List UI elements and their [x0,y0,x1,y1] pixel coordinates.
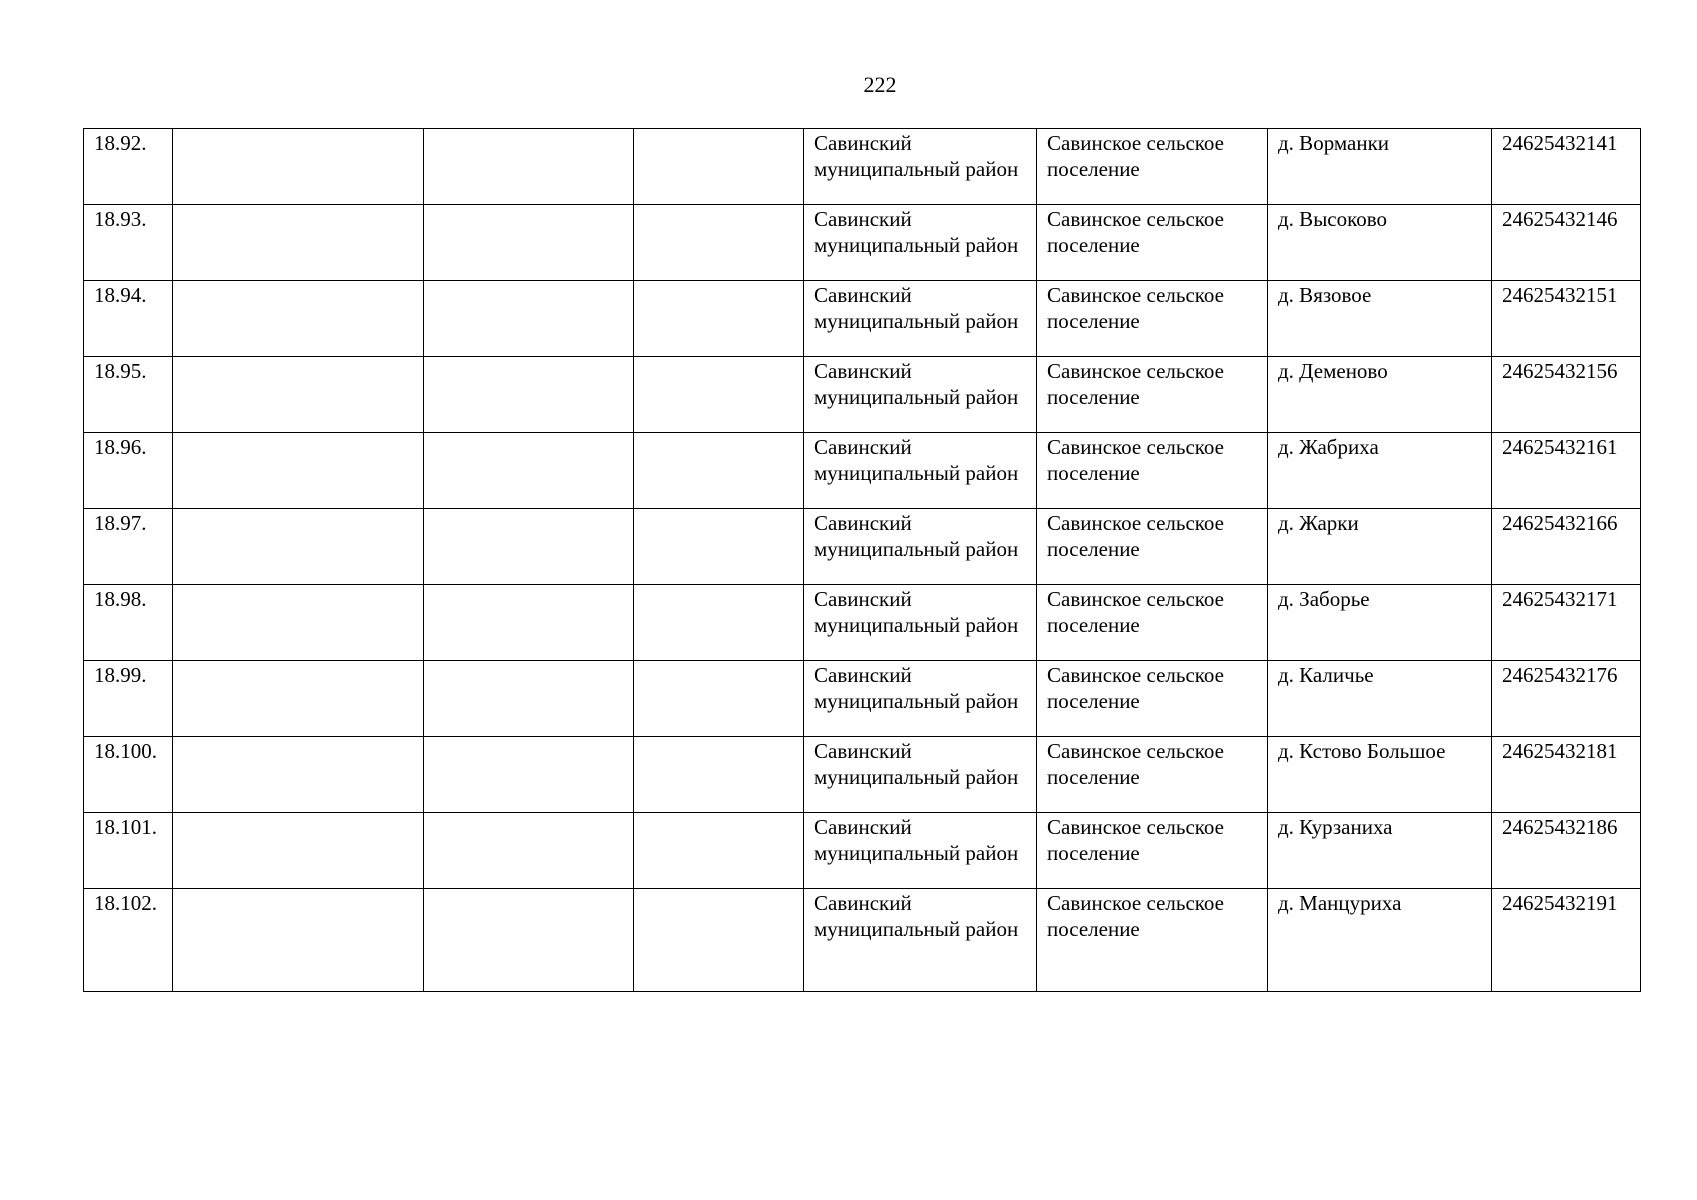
table-row [84,737,1641,813]
row-number-cell: 18.98. [84,585,173,661]
empty-cell-col4 [634,129,804,205]
district-cell: Савинский муниципальный район [804,129,1037,205]
row-number-cell: 18.92. [84,129,173,205]
settlement-cell: Савинское сельское поселение [1037,661,1268,737]
settlement-cell: Савинское сельское поселение [1037,433,1268,509]
table-row [84,585,1641,661]
empty-cell-col4 [634,281,804,357]
okato-code-cell: 24625432146 [1492,205,1641,281]
empty-cell-col2 [173,433,424,509]
locality-cell: д. Кстово Большое [1268,737,1492,813]
row-number-cell: 18.97. [84,509,173,585]
empty-cell-col3 [424,509,634,585]
settlement-cell: Савинское сельское поселение [1037,889,1268,992]
district-cell: Савинский муниципальный район [804,281,1037,357]
empty-cell-col4 [634,813,804,889]
locality-cell: д. Жабриха [1268,433,1492,509]
table-row [84,129,1641,205]
empty-cell-col2 [173,813,424,889]
district-cell: Савинский муниципальный район [804,509,1037,585]
empty-cell-col3 [424,813,634,889]
okato-code-cell: 24625432191 [1492,889,1641,992]
table-row [84,433,1641,509]
settlement-cell: Савинское сельское поселение [1037,357,1268,433]
okato-code-cell: 24625432151 [1492,281,1641,357]
table-row [84,509,1641,585]
district-cell: Савинский муниципальный район [804,357,1037,433]
empty-cell-col2 [173,889,424,992]
table-row [84,205,1641,281]
settlement-cell: Савинское сельское поселение [1037,281,1268,357]
settlement-cell: Савинское сельское поселение [1037,509,1268,585]
okato-code-cell: 24625432181 [1492,737,1641,813]
row-number-cell: 18.96. [84,433,173,509]
locality-cell: д. Манцуриха [1268,889,1492,992]
empty-cell-col4 [634,661,804,737]
settlement-cell: Савинское сельское поселение [1037,205,1268,281]
empty-cell-col3 [424,357,634,433]
empty-cell-col4 [634,509,804,585]
empty-cell-col2 [173,509,424,585]
empty-cell-col3 [424,281,634,357]
table-row [84,661,1641,737]
row-number-cell: 18.94. [84,281,173,357]
table-row [84,281,1641,357]
empty-cell-col3 [424,433,634,509]
row-number-cell: 18.100. [84,737,173,813]
empty-cell-col2 [173,357,424,433]
page-number: 222 [863,72,897,97]
locality-cell: д. Высоково [1268,205,1492,281]
locality-cell: д. Деменово [1268,357,1492,433]
empty-cell-col4 [634,585,804,661]
empty-cell-col3 [424,737,634,813]
locality-cell: д. Курзаниха [1268,813,1492,889]
empty-cell-col2 [173,129,424,205]
locality-cell: д. Каличье [1268,661,1492,737]
empty-cell-col4 [634,205,804,281]
table-row [84,357,1641,433]
empty-cell-col2 [173,205,424,281]
empty-cell-col2 [173,585,424,661]
okato-code-cell: 24625432186 [1492,813,1641,889]
row-number-cell: 18.99. [84,661,173,737]
empty-cell-col3 [424,585,634,661]
row-number-cell: 18.95. [84,357,173,433]
row-number-cell: 18.102. [84,889,173,992]
locality-cell: д. Ворманки [1268,129,1492,205]
settlement-cell: Савинское сельское поселение [1037,585,1268,661]
okato-code-cell: 24625432141 [1492,129,1641,205]
locality-cell: д. Жарки [1268,509,1492,585]
empty-cell-col4 [634,889,804,992]
settlement-cell: Савинское сельское поселение [1037,737,1268,813]
district-cell: Савинский муниципальный район [804,433,1037,509]
empty-cell-col2 [173,737,424,813]
row-number-cell: 18.93. [84,205,173,281]
district-cell: Савинский муниципальный район [804,813,1037,889]
district-cell: Савинский муниципальный район [804,585,1037,661]
table-row [84,813,1641,889]
empty-cell-col3 [424,661,634,737]
district-cell: Савинский муниципальный район [804,889,1037,992]
empty-cell-col4 [634,357,804,433]
district-cell: Савинский муниципальный район [804,661,1037,737]
registry-table [83,128,1641,992]
settlement-cell: Савинское сельское поселение [1037,813,1268,889]
row-number-cell: 18.101. [84,813,173,889]
empty-cell-col4 [634,737,804,813]
district-cell: Савинский муниципальный район [804,205,1037,281]
locality-cell: д. Заборье [1268,585,1492,661]
empty-cell-col2 [173,281,424,357]
empty-cell-col3 [424,889,634,992]
settlement-cell: Савинское сельское поселение [1037,129,1268,205]
okato-code-cell: 24625432176 [1492,661,1641,737]
okato-code-cell: 24625432161 [1492,433,1641,509]
empty-cell-col3 [424,205,634,281]
okato-code-cell: 24625432156 [1492,357,1641,433]
empty-cell-col2 [173,661,424,737]
okato-code-cell: 24625432171 [1492,585,1641,661]
district-cell: Савинский муниципальный район [804,737,1037,813]
table-body [84,129,1641,992]
locality-cell: д. Вязовое [1268,281,1492,357]
okato-code-cell: 24625432166 [1492,509,1641,585]
empty-cell-col3 [424,129,634,205]
empty-cell-col4 [634,433,804,509]
table-row [84,889,1641,992]
